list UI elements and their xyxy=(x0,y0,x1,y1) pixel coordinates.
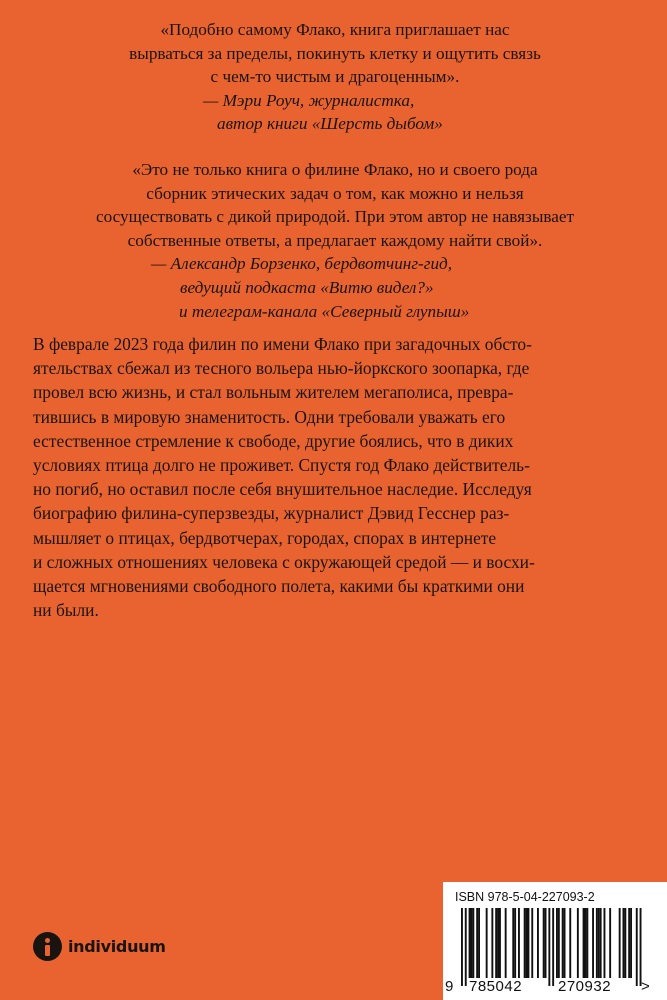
barcode-bar xyxy=(609,908,611,978)
barcode-bar xyxy=(486,908,488,978)
barcode-bar xyxy=(596,908,598,978)
barcode-guard-bar xyxy=(461,908,463,986)
barcode-bar xyxy=(497,908,499,978)
description-line: ятельствах сбежал из тесного вольера нью-йоркского зоопарка, где xyxy=(33,358,530,379)
quote-attribution-title: автор книги «Шерсть дыбом» xyxy=(217,114,443,134)
quote-line: «Подобно самому Флако, книга приглашает нас xyxy=(160,20,510,39)
barcode-bar xyxy=(476,908,478,978)
description-line: ни были. xyxy=(33,600,99,621)
barcode-bar xyxy=(526,908,528,978)
barcode-bar xyxy=(491,908,493,978)
barcode-bar xyxy=(556,908,558,978)
barcode-guard-bar xyxy=(640,908,642,986)
description-line: биографию филина-суперзвезды, журналист Дэвид Гесснер раз- xyxy=(33,503,510,524)
barcode-bar xyxy=(558,908,560,978)
description-line: и сложных отношениях человека с окружающей средой — и восхи- xyxy=(33,551,535,572)
barcode-bar xyxy=(577,908,579,978)
barcode-bar xyxy=(624,908,626,978)
quote-line: сборник этических задач о том, как можно и нельзя xyxy=(146,183,524,203)
barcode-bar xyxy=(623,908,625,978)
description-line: условиях птица долго не проживет. Спустя год Флако действитель- xyxy=(33,455,530,476)
barcode-bar xyxy=(478,908,480,978)
description-line: провел всю жизнь, и стал вольным жителем мегаполиса, превра- xyxy=(33,382,514,403)
quote-alexander-borzenko xyxy=(70,158,600,323)
barcode-bar xyxy=(531,908,533,978)
barcode-bar xyxy=(628,908,630,978)
barcode-digits-right: 270932 xyxy=(558,978,612,995)
barcode-bar xyxy=(537,908,539,978)
barcode-guard-bar xyxy=(552,908,554,986)
barcode-bar xyxy=(592,908,594,978)
isbn-label: ISBN 978-5-04-227093-2 xyxy=(455,890,595,904)
barcode-bar xyxy=(495,908,497,978)
quote-line: сосуществовать с дикой природой. При этом автор не навязывает xyxy=(95,207,575,227)
publisher-name: individuum xyxy=(68,937,166,956)
quote-attribution-name: — Мэри Роуч, журналистка, xyxy=(203,90,415,110)
barcode-bar xyxy=(564,908,566,978)
quote-attribution-title: и телеграм-канала «Северный глупыш» xyxy=(179,301,470,321)
barcode-quiet-mark: > xyxy=(641,978,651,995)
barcode-bar xyxy=(562,908,564,978)
barcode-bar xyxy=(585,908,587,978)
quote-attribution-name: — Александр Борзенко, бердвотчинг-гид, xyxy=(151,254,453,274)
barcode-bar xyxy=(518,908,520,978)
barcode-bar xyxy=(499,908,501,978)
publisher-logo xyxy=(33,932,166,961)
barcode-bar xyxy=(512,908,514,978)
info-i-icon xyxy=(33,932,62,961)
barcode-bar xyxy=(619,908,621,978)
barcode-bar xyxy=(543,908,545,978)
book-description xyxy=(33,332,633,622)
barcode-guard-bar xyxy=(548,908,550,986)
barcode-bar xyxy=(630,908,632,978)
barcode-bar xyxy=(528,908,530,978)
description-line: но погиб, но оставил после себя внушительное наследие. Исследуя xyxy=(33,479,532,500)
barcode-bar xyxy=(604,908,606,978)
barcode-digit-first: 9 xyxy=(445,978,454,995)
description-line: тившись в мировую знаменитость. Одни требовали уважать его xyxy=(33,406,506,427)
quote-line: вырваться за пределы, покинуть клетку и ощутить связь xyxy=(129,43,541,63)
barcode-bar xyxy=(545,908,547,978)
description-line: щается мгновениями свободного полета, какими бы краткими они xyxy=(33,576,525,597)
barcode-bar xyxy=(524,908,526,978)
barcode-bar xyxy=(569,908,571,978)
description-line: мышляет о птицах, бердвотчерах, городах, спорах в интернете xyxy=(33,527,497,548)
quote-attribution-title: ведущий подкаста «Витю видел?» xyxy=(180,277,434,297)
barcode-digits-left: 785042 xyxy=(469,978,523,995)
quote-line: собственные ответы, а предлагает каждому найти свой». xyxy=(127,230,543,250)
barcode-guard-bar xyxy=(465,908,467,986)
barcode-bar xyxy=(469,908,471,978)
barcode-bar xyxy=(472,908,474,978)
quote-mary-roach xyxy=(70,18,600,136)
barcode-bar xyxy=(583,908,585,978)
barcode-bar xyxy=(586,908,588,978)
description-line: естественное стремление к свободе, другие боялись, что в диких xyxy=(33,430,514,451)
isbn-barcode xyxy=(443,882,667,1000)
barcode-bar xyxy=(505,908,507,978)
description-line: В феврале 2023 года филин по имени Флако при загадочных обсто- xyxy=(33,334,532,354)
barcode-bar xyxy=(514,908,516,978)
quote-line: с чем-то чистым и драгоценным». xyxy=(210,67,460,87)
barcode-bar xyxy=(598,908,600,978)
barcode-bar xyxy=(600,908,602,978)
barcode-guard-bar xyxy=(636,908,638,986)
barcode-bar xyxy=(471,908,473,978)
quote-line: «Это не только книга о филине Флако, но и своего рода xyxy=(132,160,538,179)
